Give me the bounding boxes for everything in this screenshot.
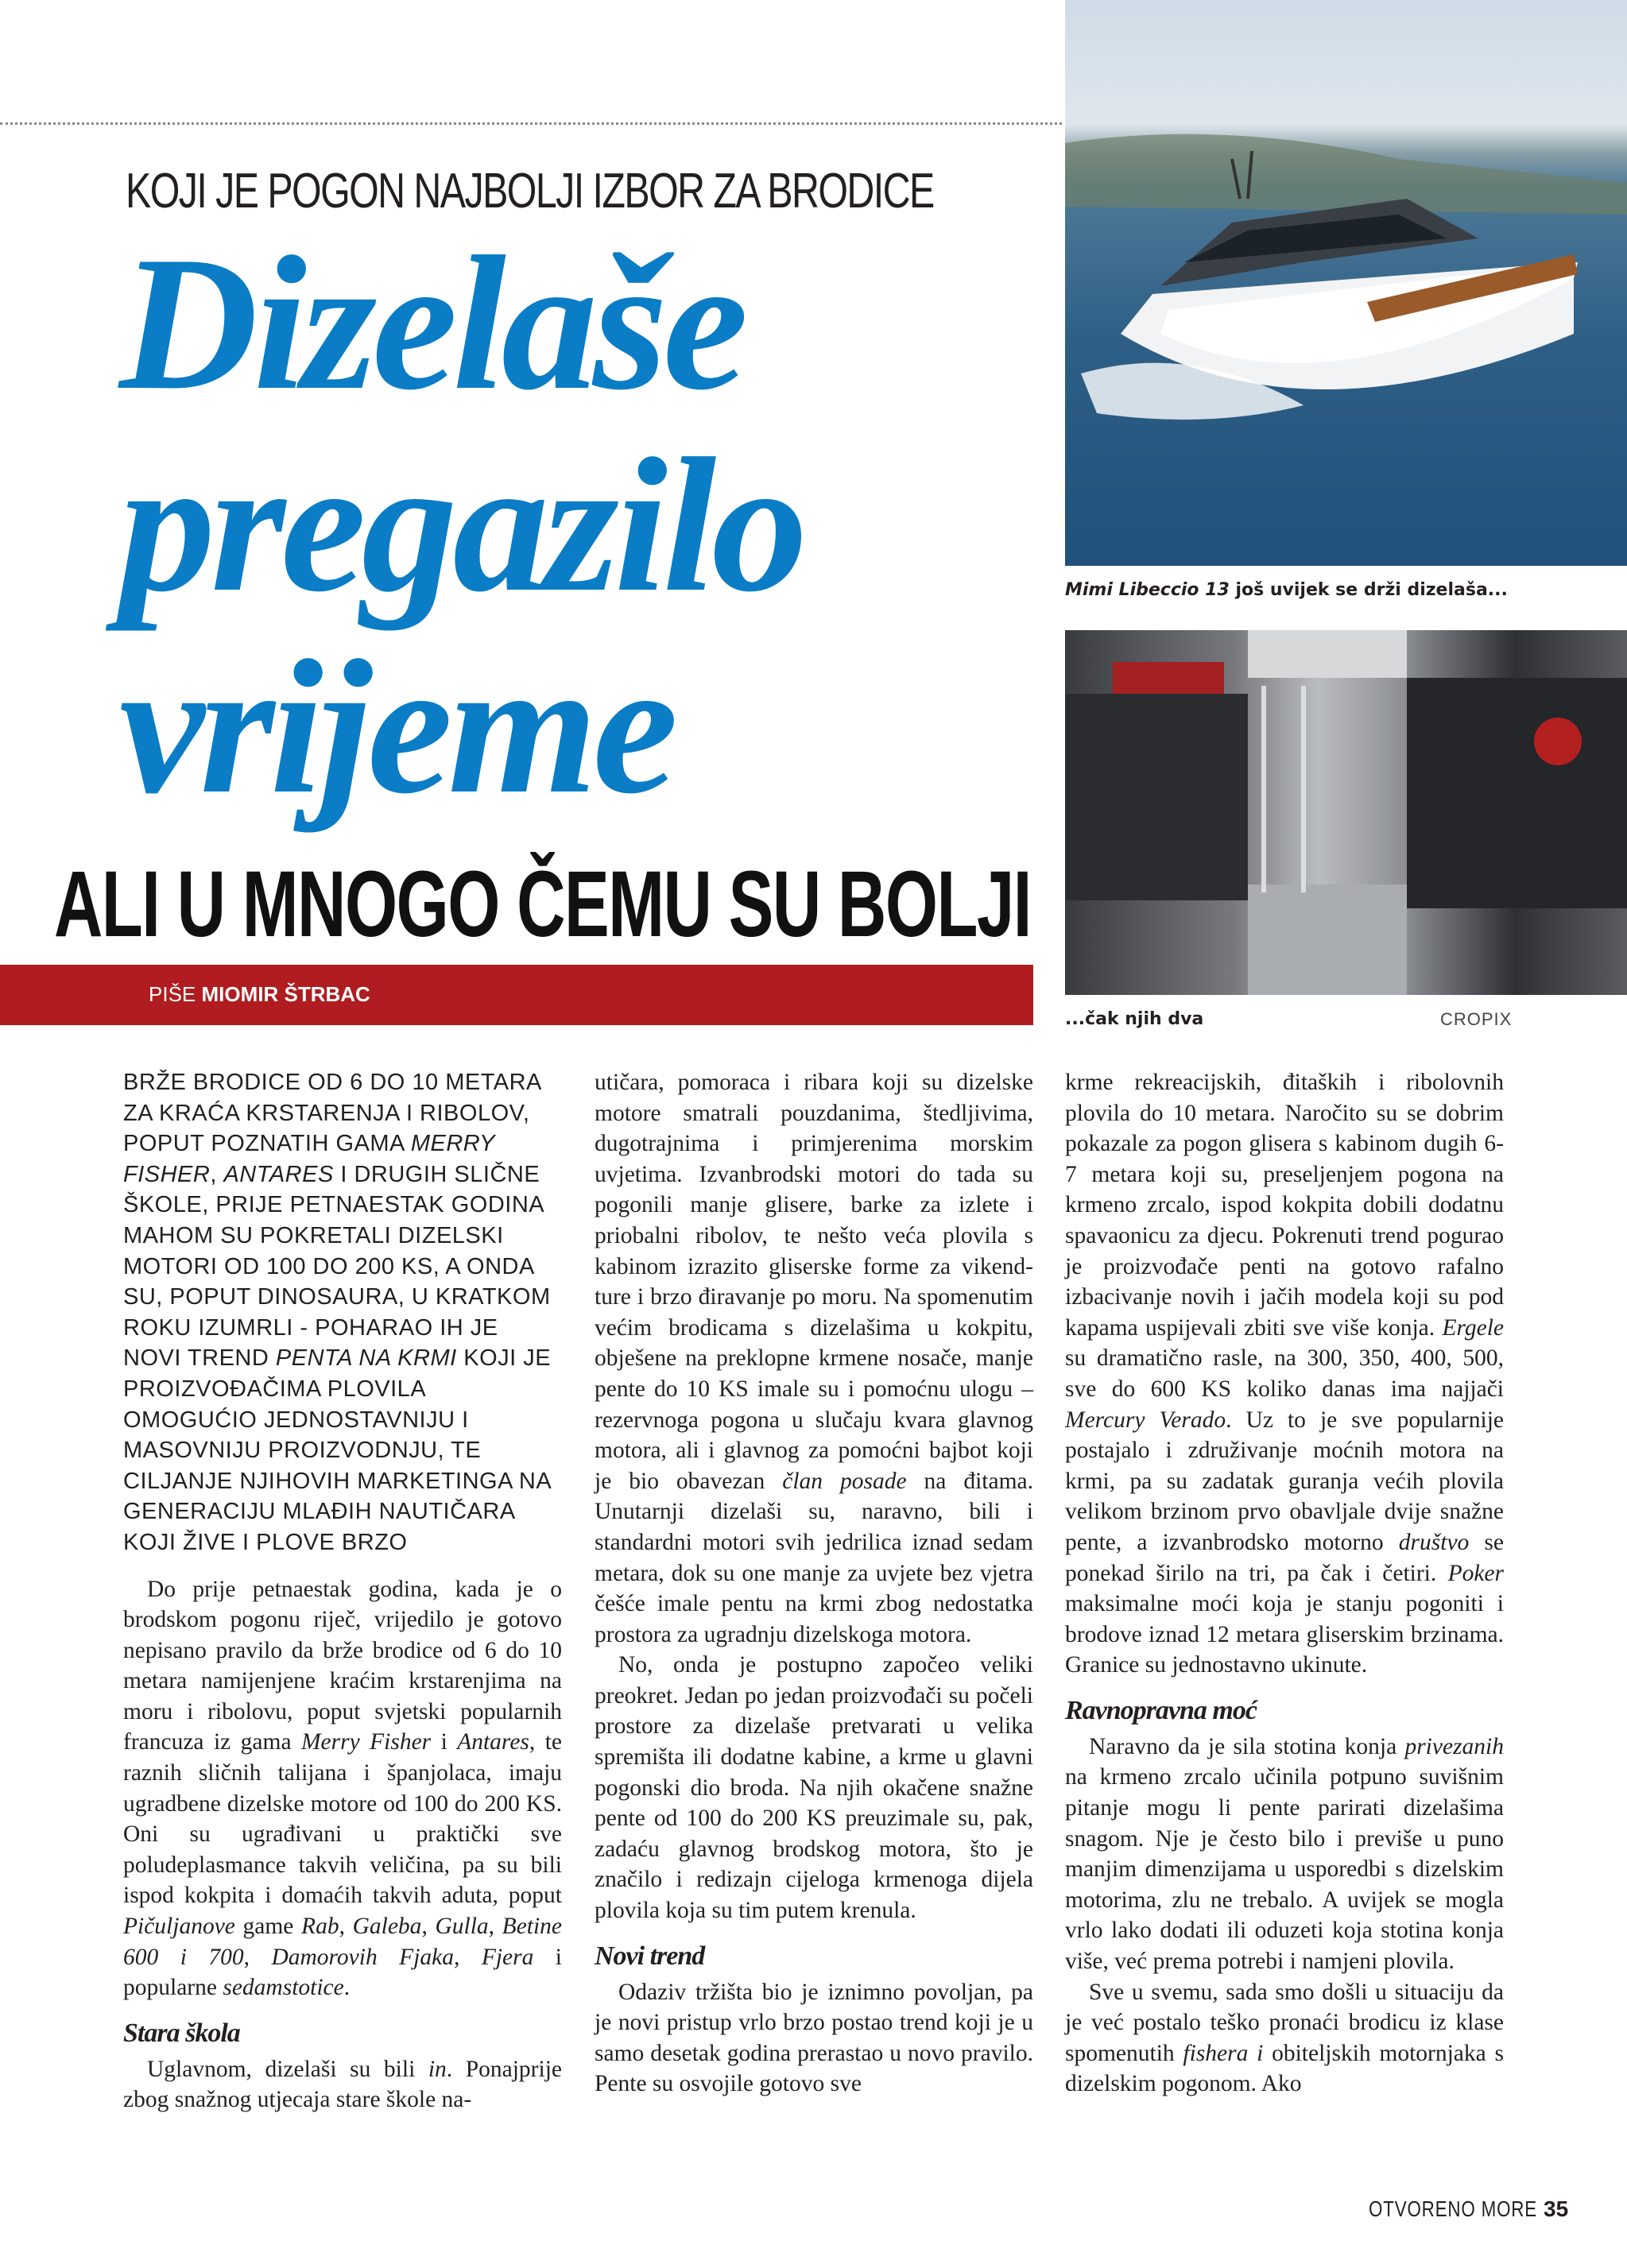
author-name: MIOMIR ŠTRBAC (201, 982, 370, 1006)
italic-text: Merry Fisher (300, 1729, 432, 1755)
text-run: krme rekreacijskih, đitaških i ribolovnih plovila do 10 metara. Naročito su se dobrim pokazale za pogon glisera s kabinom dugih 6-7 metara koji su, preseljenjem pogona na krmeno zrcalo, ispod kokpita dobili dodatnu spavaonicu za djecu. Pokrenuti trend pogurao je proizvođače penti na gotovo rafalno izbacivanje novih i jačih modela koji su pod kapama uspijevali zbiti sve više konja. (1065, 1070, 1504, 1341)
text-run: , (243, 1944, 272, 1970)
text-run: maksimalne moći koja je stanju pogoniti i brodove iznad 12 metara gliserskim brzinama. Granice su jednostavno ukinute. (1065, 1591, 1504, 1678)
text-run: i (431, 1729, 458, 1755)
italic-text: Ergele (1442, 1314, 1504, 1341)
italic-text: Damorovih Fjaka (271, 1944, 454, 1970)
photo-caption (1065, 580, 1508, 600)
magazine-name: OTVORENO MORE (1369, 2196, 1538, 2221)
italic-text: član posade (782, 1468, 907, 1494)
text-run: Novi trend (595, 1941, 705, 1971)
italic-text: Rab (301, 1914, 339, 1940)
photo-caption (1065, 1009, 1203, 1029)
italic-text: Pičuljanove (123, 1914, 235, 1940)
byline-bar (0, 965, 1033, 1025)
italic-text: Galeba (352, 1914, 422, 1940)
italic-text: in (428, 2056, 447, 2082)
italic-text: fishera i (1183, 2040, 1264, 2066)
text-run: , (421, 1914, 436, 1940)
text-run: Sve u svemu, sada smo došli u situaciju da je već postalo teško pronaći brodicu iz klase spomenutih (1065, 1979, 1504, 2066)
dotted-divider (0, 122, 1062, 125)
italic-text: privezanih (1404, 1733, 1504, 1759)
page-number: 35 (1544, 2196, 1569, 2221)
headline-line: pregazilo (119, 419, 804, 632)
italic-text: Fjera (481, 1944, 534, 1970)
headline-line: Dizelaše (119, 217, 744, 430)
body-paragraph (1065, 1732, 1504, 1977)
text-run: na đitama. Unutarnji dizelaši su, naravno, bili i standardni motori svih jedrilica iznad sedam metara, dok su one manje za uvjete bez vjetra češće imale pentu na krmi zbog nedostatka prostora za ugradnju dizelskoga motora. (595, 1468, 1033, 1647)
text-run: utičara, pomoraca i ribara koji su dizelske motore smatrali pouzdanima, štedljivima, dugotrajnima i primjerenima morskim uvjetima. Izvanbrodski motori do tada su pogonili manje glisere, barke za izlete i priobalni ribolov, te nešto veća plovila s kabinom izrazito gliserske forme za vikend-ture i brzo điravanje po moru. Na spomenutim većim brodicama s dizelašima u kokpitu, obješene na preklopne krmene nosače, manje pente do 10 KS imale su i pomoćnu ulogu – rezervnoga pogona u slučaju kvara glavnog motora, ali i glavnog za pomoćni bajbot koji je bio obavezan (595, 1070, 1033, 1494)
article-column-1 (123, 1067, 562, 2115)
text-run: Naravno da je sila stotina konja (1089, 1733, 1405, 1759)
text-run: I DRUGIH SLIČNE ŠKOLE, PRIJE PETNAESTAK GODINA MAHOM SU POKRETALI DIZELSKI MOTORI OD 100 DO 200 KS, A ONDA SU, POPUT DINOSAURA, U KRATKOM ROKU IZUMRLI - POHARAO IH JE NOVI TREND (123, 1161, 551, 1372)
italic-text: Poker (1447, 1560, 1504, 1586)
body-paragraph (1065, 1977, 1504, 2100)
italic-text: Gulla (435, 1914, 489, 1940)
body-paragraph (123, 2054, 562, 2115)
text-run: BRŽE BRODICE OD 6 DO 10 METARA ZA KRAĆA KRSTARENJA I RIBOLOV, POPUT POZNATIH GAMA (123, 1070, 541, 1157)
caption-boat-name: Mimi Libeccio 13 (1065, 580, 1230, 600)
italic-text: PENTA NA KRMI (275, 1345, 457, 1372)
italic-text: Antares (457, 1729, 529, 1755)
section-heading (595, 1941, 1033, 1972)
headline (119, 217, 1073, 834)
body-paragraph (1065, 1067, 1504, 1681)
lead-paragraph (123, 1067, 562, 1558)
boat-photo (1065, 0, 1627, 566)
body-paragraph (595, 1067, 1033, 1650)
text-run: na krmeno zrcalo učinila potpuno suvišnim pitanje mogu li pente parirati dizelašima snagom. Nje je često bilo i previše u puno manjim dimenzijama u usporedbi s dizelskim motorima, zlu ne trebalo. A uvijek se mogla vrlo lako dodati ili oduzeti koja stotina konja više, već prema potrebi i namjeni plovila. (1065, 1764, 1504, 1975)
byline-prefix: PIŠE (149, 982, 196, 1006)
kicker: KOJI JE POGON NAJBOLJI IZBOR ZA BRODICE (126, 164, 934, 219)
section-heading (1065, 1695, 1504, 1727)
italic-text: društvo (1398, 1529, 1470, 1555)
subtitle: ALI U MNOGO ČEMU SU BOLJI (54, 852, 1031, 957)
text-run: obiteljskih motornjaka s dizelskim pogonom. Ako (1065, 2040, 1504, 2097)
text-run: . Uz to je sve popularnije postajalo i združivanje moćnih motora na krmi, pa su zadatak guranja većih plovila velikom brzinom prvo obavljale dvije snažne pente, a izvanbrodsko motorno (1065, 1407, 1504, 1555)
italic-text: MERRY FISHER (123, 1131, 495, 1187)
text-run: . Ponajprije zbog snažnog utjecaja stare škole na- (123, 2056, 562, 2113)
text-run: , (488, 1914, 502, 1940)
engine-illustration-icon (1065, 630, 1627, 995)
text-run: KOJI JE PROIZVOĐAČIMA PLOVILA OMOGUĆIO JEDNOSTAVNIJU I MASOVNIJU PROIZVODNJU, TE CILJANJE NJIHOVIH MARKETINGA NA GENERACIJU MLAĐIH NAUTIČARA KOJI ŽIVE I PLOVE BRZO (123, 1345, 552, 1555)
article-column-3 (1065, 1067, 1504, 2100)
section-heading (123, 2018, 562, 2049)
text-run: , (210, 1161, 224, 1187)
text-run: su dramatično rasle, na 300, 350, 400, 500, sve do 600 KS koliko danas ima najjači (1065, 1345, 1504, 1402)
caption-text: ...čak njih dva (1065, 1009, 1204, 1029)
photo-credit: CROPIX (1440, 1009, 1513, 1029)
boat-illustration-icon (1065, 0, 1627, 566)
text-run: Do prije petnaestak godina, kada je o brodskom pogonu riječ, vrijedilo je gotovo nepisano pravilo da brže brodice od 6 do 10 metara namijenjene kraćim krstarenjima na moru i ribolovu, poput svjetski popularnih francuza iz gama (123, 1576, 562, 1755)
text-run: , (339, 1914, 353, 1940)
text-run: Ravnopravna moć (1065, 1695, 1257, 1725)
text-run: game (234, 1914, 302, 1940)
body-paragraph (595, 1977, 1033, 2100)
body-paragraph (123, 1574, 562, 2003)
page-footer (1369, 2196, 1579, 2222)
text-run: Uglavnom, dizelaši su bili (147, 2056, 428, 2082)
caption-text: još uvijek se drži dizelaša... (1229, 580, 1508, 600)
engine-room-photo (1065, 630, 1627, 995)
text-run: i popularne (123, 1944, 563, 2001)
italic-text: Betine 600 i 700 (123, 1914, 563, 1970)
headline-line: vrijeme (119, 621, 674, 834)
article-column-2 (595, 1067, 1033, 2100)
text-run: Odaziv tržišta bio je iznimno povoljan, pa je novi pristup vrlo brzo postao trend koji je u samo desetak godina prerastao u novo pravilo. Pente su osvojile gotovo sve (595, 1979, 1033, 2097)
italic-text: sedamstotice (223, 1975, 344, 2001)
text-run: . (343, 1975, 351, 2001)
italic-text: ANTARES (223, 1161, 334, 1187)
text-run: No, onda je postupno započeo veliki preokret. Jedan po jedan proizvođači su počeli prostore za dizelaše pretvarati u velika spremišta ili dodatne kabine, a krme u glavni pogonski dio broda. Na njih okačene snažne pente od 100 do 200 KS preuzimale su, pak, zadaću glavnog brodskog motora, što je značilo i redizajn cijeloga krmenoga dijela plovila koja su tim putem krenula. (595, 1652, 1033, 1924)
text-run: Stara škola (123, 2018, 240, 2048)
text-run: , te raznih sličnih talijana i španjolaca, imaju ugradbene dizelske motore od 100 do 200 KS. Oni su ugrađivani u praktički sve poludeplasmance takvih veličina, pa su bili ispod kokpita i domaćih takvih aduta, poput (123, 1729, 562, 1909)
body-paragraph (595, 1650, 1033, 1925)
text-run: se ponekad širilo na tri, pa čak i četiri. (1065, 1529, 1504, 1586)
byline (149, 982, 370, 1007)
italic-text: Mercury Verado (1065, 1407, 1226, 1433)
text-run: , (453, 1944, 482, 1970)
